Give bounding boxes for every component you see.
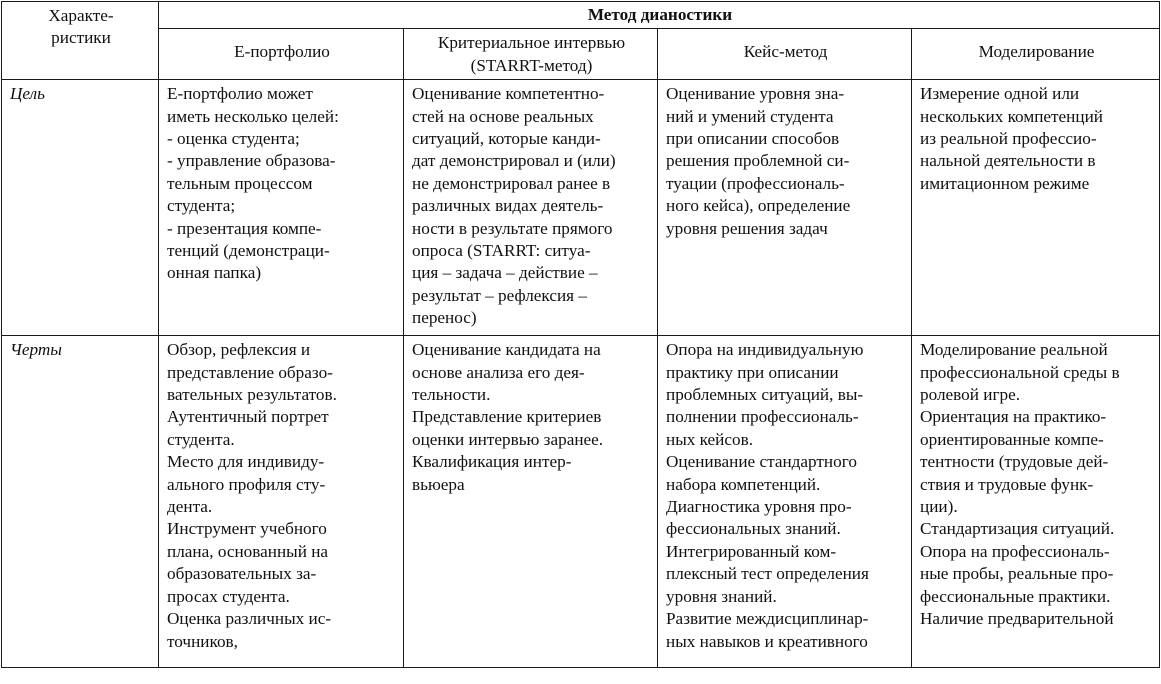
cell-text-line: фессиональных знаний. [666, 519, 841, 539]
cell-text-line: ные пробы, реальные про- [920, 564, 1114, 584]
column-header-eportfolio [159, 29, 404, 80]
cell-text-line: представление образо- [167, 362, 333, 382]
cell-features-eportfolio [159, 336, 404, 668]
cell-text-line: туации (профессиональ- [666, 173, 845, 193]
cell-text-line: ального профиля сту- [167, 474, 326, 494]
cell-text-line: Опора на профессиональ- [920, 541, 1110, 561]
cell-text-line: ного кейса), определение [666, 196, 851, 216]
methods-table [1, 1, 1160, 668]
cell-text-line: тельным процессом [167, 173, 313, 193]
cell-text-line: Квалификация интер- [412, 452, 572, 472]
cell-text-line: образовательных за- [167, 564, 317, 584]
characteristics-header [2, 2, 159, 80]
cell-text-line: полнении профессиональ- [666, 407, 859, 427]
cell-text-line: различных видах деятель- [412, 196, 604, 216]
cell-text-line: Оценивание компетентно- [412, 84, 605, 104]
cell-text-line: ности в результате прямого [412, 218, 613, 238]
cell-text-line: - управление образова- [167, 151, 336, 171]
cell-goal-eportfolio [159, 80, 404, 336]
cell-text-line: перенос) [412, 308, 477, 328]
cell-text-line: Опора на индивидуальную [666, 340, 864, 360]
cell-text-line: Аутентичный портрет [167, 407, 329, 427]
cell-goal-case-method [658, 80, 912, 336]
cell-text-line: Моделирование реальной [920, 340, 1108, 360]
cell-features-criterial-interview [404, 336, 658, 668]
cell-text-line: при описании способов [666, 129, 840, 149]
cell-goal-modeling [912, 80, 1160, 336]
cell-text-line: профессиональной среды в [920, 362, 1120, 382]
cell-text-line: решения проблемной си- [666, 151, 850, 171]
cell-text-line: ция – задача – действие – [412, 263, 598, 283]
cell-text-line: ролевой игре. [920, 385, 1021, 405]
cell-text-line: имитационном режиме [920, 173, 1090, 193]
cell-text-line: вательных результатов. [167, 385, 337, 405]
cell-text-line: результат – рефлексия – [412, 285, 587, 305]
cell-text-line: вьюера [412, 474, 465, 494]
cell-text-line: ных кейсов. [666, 429, 754, 449]
cell-text-line: Интегрированный ком- [666, 541, 837, 561]
column-header-line: Моделирование [978, 42, 1095, 62]
cell-features-case-method [658, 336, 912, 668]
cell-text-line: студента. [167, 429, 235, 449]
row-label-goal: Цель [2, 80, 159, 336]
cell-text-line: плана, основанный на [167, 541, 329, 561]
column-header-line: (STARRT-метод) [470, 55, 593, 75]
cell-text-line: уровня знаний. [666, 586, 777, 606]
cell-text-line: Наличие предварительной [920, 609, 1114, 629]
cell-text-line: Место для индивиду- [167, 452, 325, 472]
column-header-line: Е-портфолио [234, 42, 330, 62]
cell-text-line: Оценка различных ис- [167, 609, 332, 629]
cell-text-line: Измерение одной или [920, 84, 1080, 104]
cell-text-line: Обзор, рефлексия и [167, 340, 311, 360]
column-header-line: Кейс-метод [743, 42, 828, 62]
cell-text-line: оценки интервью заранее. [412, 429, 604, 449]
cell-text-line: стей на основе реальных [412, 106, 594, 126]
cell-text-line: ситуаций, которые канди- [412, 129, 601, 149]
row-goal [2, 80, 1160, 336]
cell-text-line: из реальной профессио- [920, 129, 1097, 149]
cell-text-line: Диагностика уровня про- [666, 497, 852, 517]
column-header-case-method [658, 29, 912, 80]
cell-features-modeling [912, 336, 1160, 668]
cell-text-line: Е-портфолио может [167, 84, 313, 104]
column-header-modeling [912, 29, 1160, 80]
cell-text-line: плексный тест определения [666, 564, 869, 584]
row-features [2, 336, 1160, 668]
characteristics-header-line: ристики [51, 28, 111, 47]
column-header-line: Критериальное интервью [437, 33, 626, 53]
cell-text-line: проблемных ситуаций, вы- [666, 385, 864, 405]
cell-goal-criterial-interview [404, 80, 658, 336]
cell-text-line: тентности (трудовые дей- [920, 452, 1109, 472]
cell-text-line: набора компетенций. [666, 474, 821, 494]
cell-text-line: дат демонстрировал и (или) [412, 151, 616, 171]
cell-text-line: тенций (демонстраци- [167, 241, 330, 261]
row-label-features: Черты [2, 336, 159, 668]
cell-text-line: основе анализа его дея- [412, 362, 585, 382]
cell-text-line: ний и умений студента [666, 106, 834, 126]
cell-text-line: студента; [167, 196, 236, 216]
cell-text-line: дента. [167, 497, 213, 517]
cell-text-line: опроса (STARRT: ситуа- [412, 241, 591, 261]
column-header-criterial-interview [404, 29, 658, 80]
cell-text-line: Ориентация на практико- [920, 407, 1107, 427]
cell-text-line: нальной деятельности в [920, 151, 1096, 171]
cell-text-line: - презентация компе- [167, 218, 322, 238]
cell-text-line: Стандартизация ситуаций. [920, 519, 1115, 539]
cell-text-line: тельности. [412, 385, 491, 405]
cell-text-line: фессиональные практики. [920, 586, 1111, 606]
cell-text-line: практику при описании [666, 362, 839, 382]
cell-text-line: ных навыков и креативного [666, 631, 868, 651]
cell-text-line: не демонстрировал ранее в [412, 173, 611, 193]
cell-text-line: уровня решения задач [666, 218, 828, 238]
cell-text-line: просах студента. [167, 586, 290, 606]
methods-title: Метод дианостики [159, 2, 1160, 29]
cell-text-line: Оценивание уровня зна- [666, 84, 845, 104]
cell-text-line: Инструмент учебного [167, 519, 327, 539]
cell-text-line: Представление критериев [412, 407, 602, 427]
header-row-top [2, 2, 1160, 29]
cell-text-line: Оценивание кандидата на [412, 340, 601, 360]
cell-text-line: ции). [920, 497, 958, 517]
cell-text-line: иметь несколько целей: [167, 106, 339, 126]
cell-text-line: онная папка) [167, 263, 262, 283]
cell-text-line: - оценка студента; [167, 129, 300, 149]
cell-text-line: ствия и трудовые функ- [920, 474, 1094, 494]
characteristics-header-line: Характе- [48, 6, 114, 25]
cell-text-line: точников, [167, 631, 238, 651]
header-row-columns [2, 29, 1160, 80]
cell-text-line: Развитие междисциплинар- [666, 609, 869, 629]
cell-text-line: Оценивание стандартного [666, 452, 857, 472]
cell-text-line: ориентированные компе- [920, 429, 1104, 449]
cell-text-line: нескольких компетенций [920, 106, 1103, 126]
